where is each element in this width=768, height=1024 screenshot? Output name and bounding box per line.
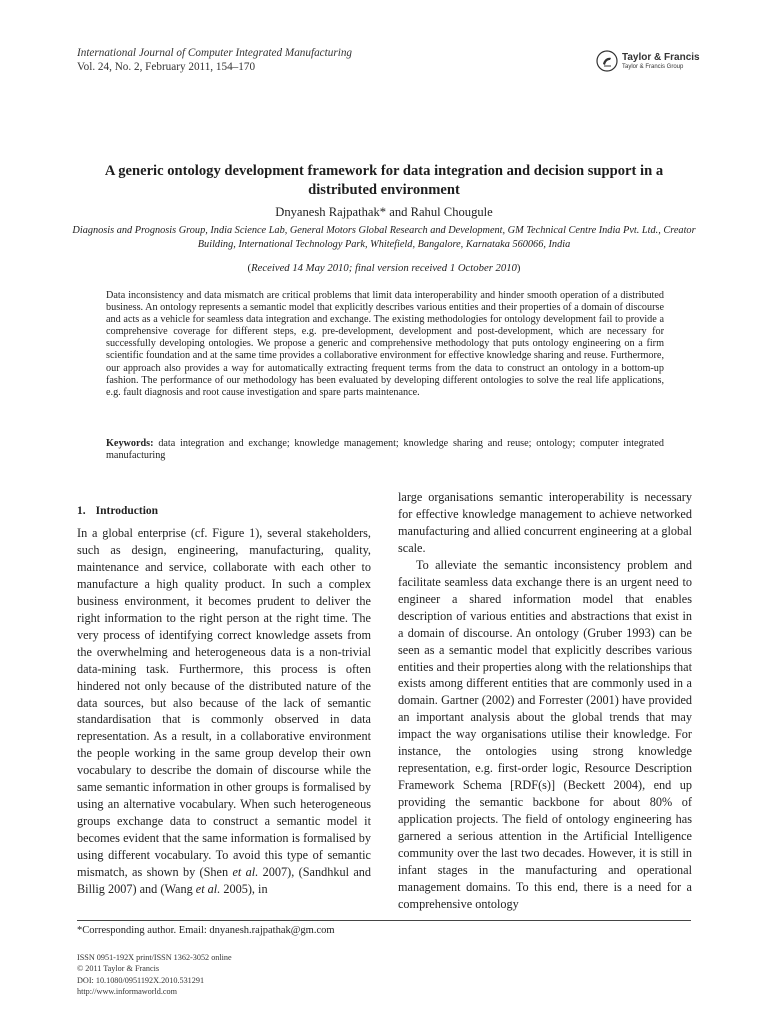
issn: ISSN 0951-192X print/ISSN 1362-3052 online [77, 953, 232, 962]
keywords-list: data integration and exchange; knowledge management; knowledge sharing and reuse; ontology; computer integrated manufacturing [106, 438, 664, 462]
intro-text-a: In a global enterprise (cf. Figure 1), several stakeholders, such as design, engineering, manufacturing, quality, maintenance and service, collaborate with each other to manufacture a high quality product. In such a complex business environment, it becomes prudent to deliver the right information to the right person at the right time. The very process of identifying correct knowledge assets from the overwhelming and heterogeneous data is a non-trivial data-mining task. Furthermore, this process is often hindered not only because of the distributed nature of the data sources, but also because of the lack of semantic standardisation that is commonly observed in data representation. As a result, in a collaborative environment the people working in the same group develop their own vocabulary to describe the domain of discourse while the same semantic information in other groups is formalised by using an alternative vocabulary. When such heterogeneous groups exchange data to construct a semantic model it becomes evident that the same information is formalised by using different vocabulary. To avoid this type of semantic mismatch, as shown by (Shen [77, 526, 371, 880]
et-al-1: et al. [232, 865, 259, 880]
intro-paragraph-1-continued: large organisations semantic interoperability is necessary for effective knowledge management to achieve networked manufacturing and allied concurrent engineering at a global scale. [398, 490, 692, 555]
doi: DOI: 10.1080/0951192X.2010.531291 [77, 975, 205, 985]
article-title: A generic ontology development framework for data integration and decision support in a distributed environment [104, 163, 664, 198]
author-affiliation: Diagnosis and Prognosis Group, India Science Lab, General Motors Global Research and Development, GM Technical Centre India Pvt. Ltd., Creator Building, International Technology Park, Whitefield, Bangalore, Karnataka 560066, India [72, 225, 696, 250]
publication-metadata [77, 952, 232, 998]
section-heading [77, 504, 371, 518]
left-column [77, 504, 371, 898]
right-column [398, 489, 692, 913]
received-open-paren: ( [247, 262, 252, 274]
received-text: Received 14 May 2010; final version received 1 October 2010 [251, 262, 517, 274]
footnote-divider [77, 920, 691, 921]
publisher-url: http://www.informaworld.com [77, 987, 177, 997]
intro-paragraph-1 [77, 525, 371, 898]
section-title: Introduction [95, 505, 159, 517]
keywords-label: Keywords: [106, 438, 154, 449]
publisher-emblem-icon [596, 50, 618, 72]
abstract: Data inconsistency and data mismatch are critical problems that limit data interoperability and hinder smooth operation of a distributed business. An ontology represents a semantic model that explicitly describes various entities and their properties of a domain of discourse and acts as a vehicle for seamless data integration and exchange. The existing methodologies for ontology development fail to provide a comprehensive coverage for different steps, e.g. pre-development, development and post-development, which are necessary for successfully developing ontologies. We propose a generic and comprehensive methodology that puts ontology engineering on a firm scientific foundation and at the same time provides a collaborative environment for effective knowledge sharing and reuse. Furthermore, our approach also provides a way for automatically extracting frequent terms from the data to construct an ontology in a bottom-up fashion. The performance of our methodology has been evaluated by developing different ontologies to solve the real life applications, e.g. fault diagnosis and root cause investigation and spare parts maintenance. [106, 290, 664, 398]
volume-info: Vol. 24, No. 2, February 2011, 154–170 [77, 61, 256, 73]
intro-paragraph-2: To alleviate the semantic inconsistency problem and facilitate seamless data exchange there is an urgent need to engineer a shared information model that enables description of various entities and abstractions that exist in a domain of discourse. An ontology (Gruber 1993) can be seen as a semantic model that explicitly describes various entities and their properties along with the relationships that exists among different entities that are commonly used in a domain. Gartner (2002) and Forrester (2001) have provided an important analysis about the global trends that may impact the way organisations utilise their knowledge. For instance, the ontologies using strong knowledge representation, e.g. first-order logic, Resource Description Framework Schema [RDF(s)] (Beckett 2004), end up providing the semantic backbone for about 80% of application projects. The field of ontology engineering has garnered a serious attention in the Artificial Intelligence community over the last two decades. However, it is still in infant stages in the manufacturing and operational management domains. To this end, there is a need for a comprehensive ontology [398, 557, 692, 911]
journal-name: International Journal of Computer Integrated Manufacturing [77, 47, 353, 59]
journal-header [77, 46, 352, 74]
received-dates [77, 262, 691, 274]
publisher-logo [596, 50, 716, 72]
et-al-2: et al. [195, 882, 221, 897]
section-number: 1. [77, 505, 86, 517]
copyright: © 2011 Taylor & Francis [77, 964, 160, 974]
intro-text-b: 2007), (Sandhkul and Billig 2007) and (Wang [77, 865, 372, 897]
keywords [106, 438, 664, 462]
publisher-name: Taylor & Francis [622, 52, 700, 63]
article-authors: Dnyanesh Rajpathak* and Rahul Chougule [275, 205, 493, 219]
received-close-paren: ) [516, 262, 521, 274]
corresponding-author-footnote: *Corresponding author. Email: dnyanesh.rajpathak@gm.com [77, 925, 335, 936]
publisher-group: Taylor & Francis Group [622, 64, 684, 70]
intro-text-c: 2005), in [220, 882, 268, 897]
